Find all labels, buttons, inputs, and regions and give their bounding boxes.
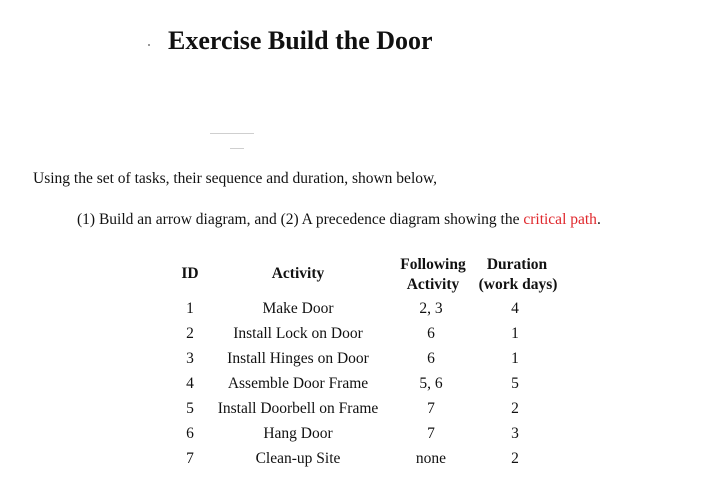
critical-path-highlight: critical path — [523, 211, 597, 228]
instruction-prefix: (1) Build an arrow diagram, and (2) A precedence diagram showing the — [77, 211, 524, 228]
row-duration: 5 — [511, 375, 519, 392]
row-activity: Assemble Door Frame — [227, 375, 369, 392]
row-activity: Install Doorbell on Frame — [217, 400, 379, 417]
row-duration: 2 — [511, 450, 519, 467]
row-duration: 3 — [511, 425, 519, 442]
row-following: none — [415, 450, 447, 467]
row-activity: Install Hinges on Door — [227, 350, 369, 367]
row-id: 1 — [186, 300, 194, 317]
row-activity: Hang Door — [263, 425, 333, 442]
faint-mark — [230, 148, 244, 149]
header-following-line1: Following — [400, 256, 466, 273]
row-id: 5 — [186, 400, 194, 417]
row-following: 5, 6 — [419, 375, 443, 392]
row-id: 4 — [186, 375, 194, 392]
page-title: Exercise Build the Door — [168, 26, 433, 55]
row-activity: Clean-up Site — [255, 450, 341, 467]
row-activity: Install Lock on Door — [233, 325, 363, 342]
header-duration-line1: Duration — [486, 256, 548, 273]
row-duration: 1 — [511, 325, 519, 342]
row-following: 6 — [427, 350, 435, 367]
row-activity: Make Door — [262, 300, 334, 317]
header-duration-line2: (work days) — [478, 276, 558, 293]
row-id: 2 — [186, 325, 194, 342]
row-id: 7 — [186, 450, 194, 467]
row-following: 7 — [427, 400, 435, 417]
row-following: 2, 3 — [419, 300, 443, 317]
instruction-text — [77, 211, 601, 229]
faint-mark — [210, 133, 254, 134]
intro-text: Using the set of tasks, their sequence and duration, shown below, — [33, 170, 438, 187]
row-duration: 4 — [511, 300, 519, 317]
header-id: ID — [181, 265, 199, 282]
instruction-suffix: . — [596, 211, 601, 228]
row-duration: 1 — [511, 350, 519, 367]
row-duration: 2 — [511, 400, 519, 417]
row-id: 3 — [186, 350, 194, 367]
row-following: 6 — [427, 325, 435, 342]
bullet-dot — [148, 44, 150, 46]
row-following: 7 — [427, 425, 435, 442]
header-activity: Activity — [271, 265, 325, 282]
row-id: 6 — [186, 425, 194, 442]
header-following-line2: Activity — [406, 276, 460, 293]
